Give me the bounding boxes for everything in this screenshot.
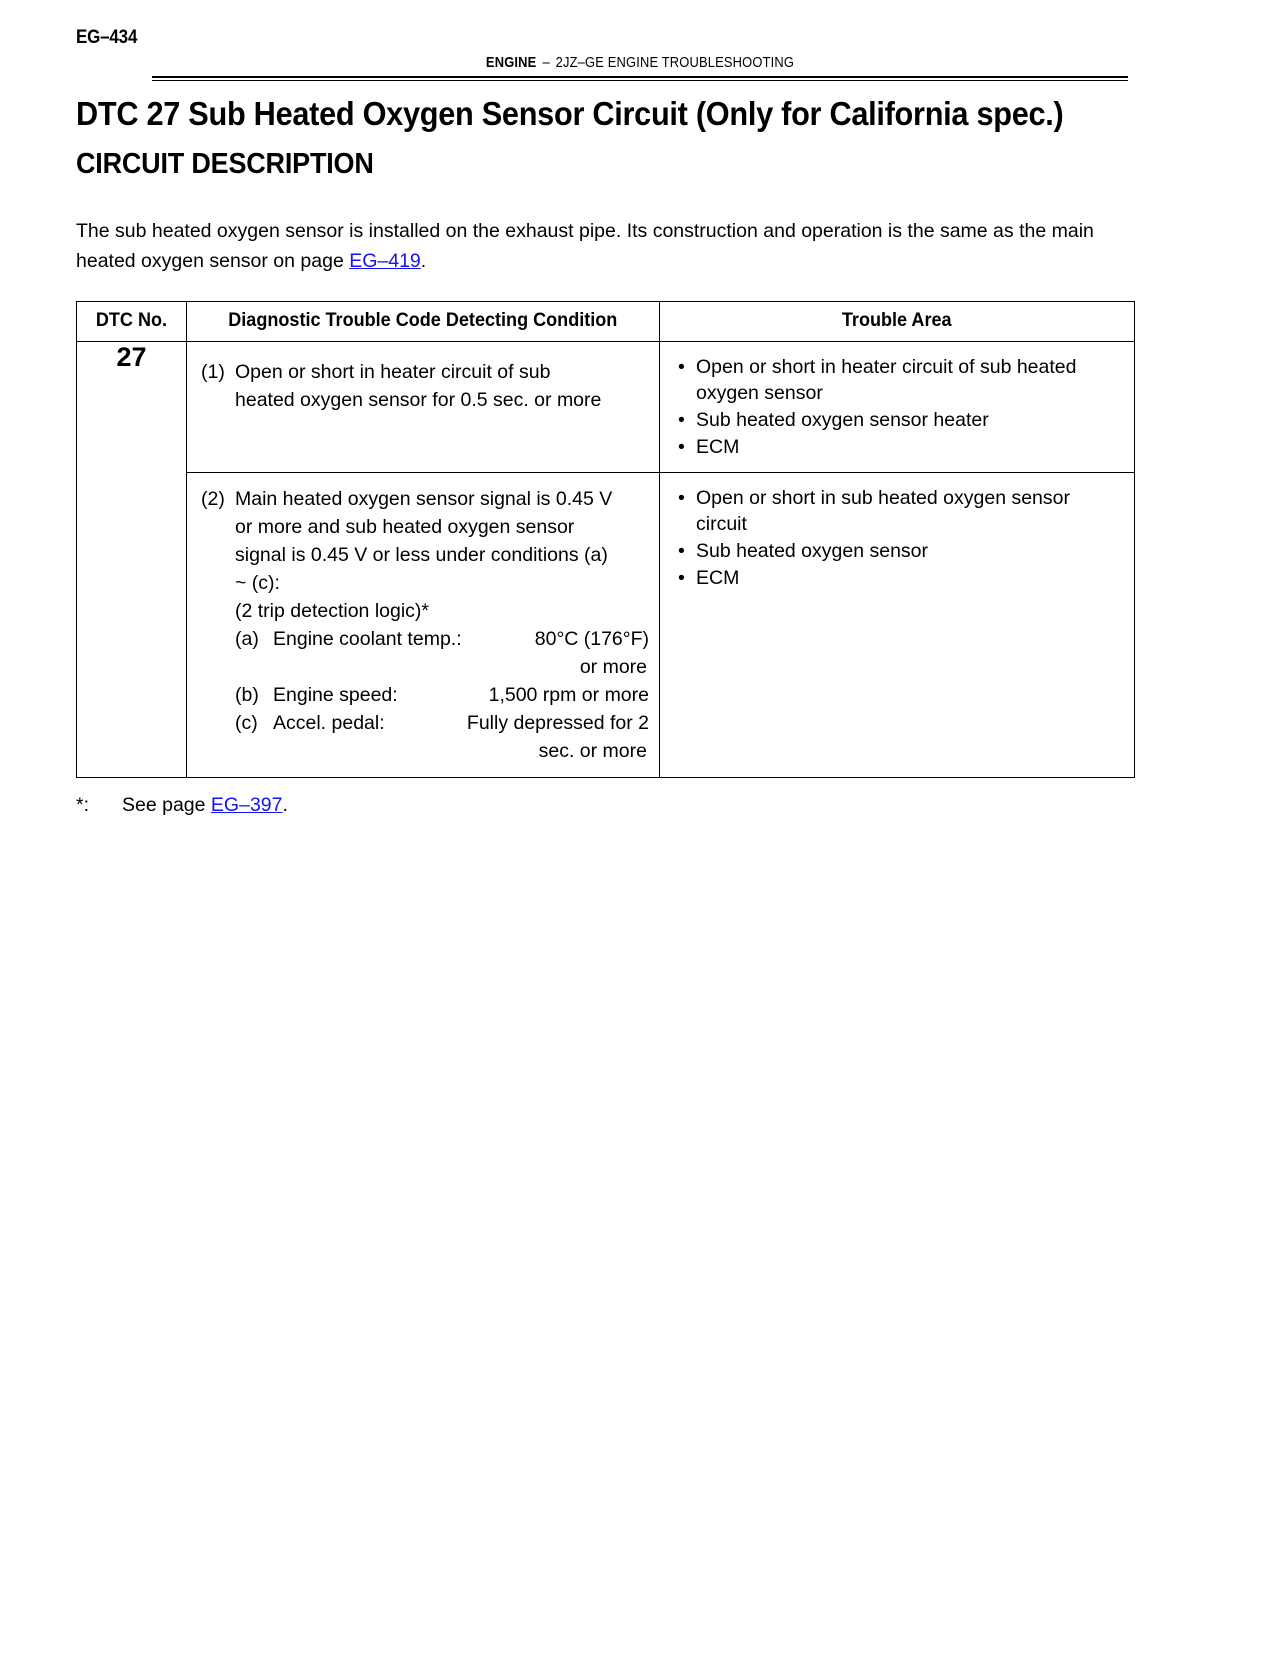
page-reference-link-eg397[interactable]: EG–397 — [210, 794, 283, 816]
trouble-area-1-item-2: Sub heated oxygen sensor heater — [696, 409, 989, 431]
intro-text-after: . — [420, 250, 427, 272]
condition-2-subitem-c — [201, 709, 649, 765]
condition-1-line-2: heated oxygen sensor for 0.5 sec. or more — [235, 389, 602, 411]
condition-1-text-1: Open or short in heater circuit of sub — [235, 361, 551, 383]
dtc-number-cell: 27 — [77, 342, 187, 778]
condition-cell-2 — [187, 473, 660, 778]
trouble-area-list-1 — [676, 354, 1124, 460]
trouble-area-cell-2 — [660, 473, 1135, 778]
table-row — [77, 342, 1135, 473]
condition-2-subitem-c-key: Accel. pedal: — [273, 712, 385, 734]
page-reference-link-eg419[interactable]: EG–419 — [349, 250, 421, 272]
bullet-icon: • — [678, 409, 685, 431]
condition-2-subitem-a-value-cont: or more — [579, 656, 647, 678]
condition-2-line-3: signal is 0.45 V or less under conditions (a) — [235, 544, 608, 566]
intro-text-before: The sub heated oxygen sensor is installed on the exhaust pipe. Its construction and operation is the same as the main heated oxygen sensor on page — [76, 220, 1094, 272]
condition-1-line-1 — [201, 358, 649, 386]
bullet-icon: • — [678, 356, 685, 378]
list-item — [676, 407, 1124, 433]
condition-2-subitem-a-value: 80°C (176°F) — [534, 628, 649, 650]
trouble-area-2-item-3: ECM — [696, 567, 740, 589]
list-item — [676, 485, 1124, 537]
condition-2-subitem-b-label: (b) — [235, 684, 259, 706]
footnote-marker: *: — [76, 794, 90, 816]
list-item — [676, 538, 1124, 564]
condition-2-line-4: ~ (c): — [235, 572, 280, 594]
column-header-dtc-no — [77, 302, 187, 342]
intro-paragraph — [76, 184, 1134, 276]
trouble-area-2-item-1: Open or short in sub heated oxygen sensor circuit — [696, 487, 1070, 535]
condition-2-line-2: or more and sub heated oxygen sensor — [235, 516, 575, 538]
condition-2-text-1: Main heated oxygen sensor signal is 0.45 V — [235, 488, 613, 510]
column-header-trouble-area-label: Trouble Area — [842, 310, 952, 331]
page-header — [76, 0, 1204, 78]
dtc-table-wrapper — [76, 276, 1204, 778]
condition-2-subitem-c-value-cont: sec. or more — [538, 740, 647, 762]
trouble-area-cell-1 — [660, 342, 1135, 473]
condition-2-line-5: (2 trip detection logic)* — [235, 600, 430, 622]
footnote-text-before: See page — [122, 794, 211, 816]
bullet-icon: • — [678, 540, 685, 562]
trouble-area-2-item-2: Sub heated oxygen sensor — [696, 540, 929, 562]
page-title: DTC 27 Sub Heated Oxygen Sensor Circuit (Only for California spec.) — [76, 95, 1064, 132]
bullet-icon: • — [678, 487, 685, 509]
condition-2-subitem-b-key: Engine speed: — [273, 684, 398, 706]
footnote-text-after: . — [282, 794, 288, 816]
list-item — [676, 434, 1124, 460]
section-title: CIRCUIT DESCRIPTION — [76, 148, 374, 180]
trouble-area-list-2 — [676, 485, 1124, 591]
condition-2-subitem-a — [201, 625, 649, 681]
bullet-icon: • — [678, 436, 685, 458]
column-header-condition — [187, 302, 660, 342]
condition-1-label: (1) — [201, 361, 225, 383]
footnote — [76, 778, 1204, 819]
condition-2-subitem-c-value: Fully depressed for 2 — [466, 712, 649, 734]
trouble-area-1-item-3: ECM — [696, 436, 740, 458]
column-header-dtc-no-label: DTC No. — [95, 310, 168, 331]
condition-2-subitem-b-value: 1,500 rpm or more — [488, 684, 649, 706]
list-item — [676, 565, 1124, 591]
running-title-dash: – — [542, 54, 550, 71]
table-header-row — [77, 302, 1135, 342]
condition-2-line-1 — [201, 485, 649, 513]
running-title-subject: 2JZ–GE ENGINE TROUBLESHOOTING — [555, 54, 795, 71]
condition-2-subitem-a-label: (a) — [235, 628, 259, 650]
page-folio: EG–434 — [76, 26, 138, 48]
list-item — [676, 354, 1124, 406]
condition-cell-1 — [187, 342, 660, 473]
dtc-table — [76, 301, 1135, 778]
running-title-section: ENGINE — [485, 54, 537, 71]
running-title — [155, 54, 1125, 71]
condition-2-subitem-b — [201, 681, 649, 709]
condition-2-subitem-a-key: Engine coolant temp.: — [273, 628, 462, 650]
column-header-condition-label: Diagnostic Trouble Code Detecting Condition — [228, 310, 618, 331]
condition-2-label: (2) — [201, 488, 225, 510]
column-header-trouble-area — [660, 302, 1135, 342]
condition-2-subitem-c-label: (c) — [235, 712, 258, 734]
bullet-icon: • — [678, 567, 685, 589]
footnote-body — [122, 791, 288, 819]
trouble-area-1-item-1: Open or short in heater circuit of sub heated oxygen sensor — [696, 356, 1077, 404]
table-row — [77, 473, 1135, 778]
